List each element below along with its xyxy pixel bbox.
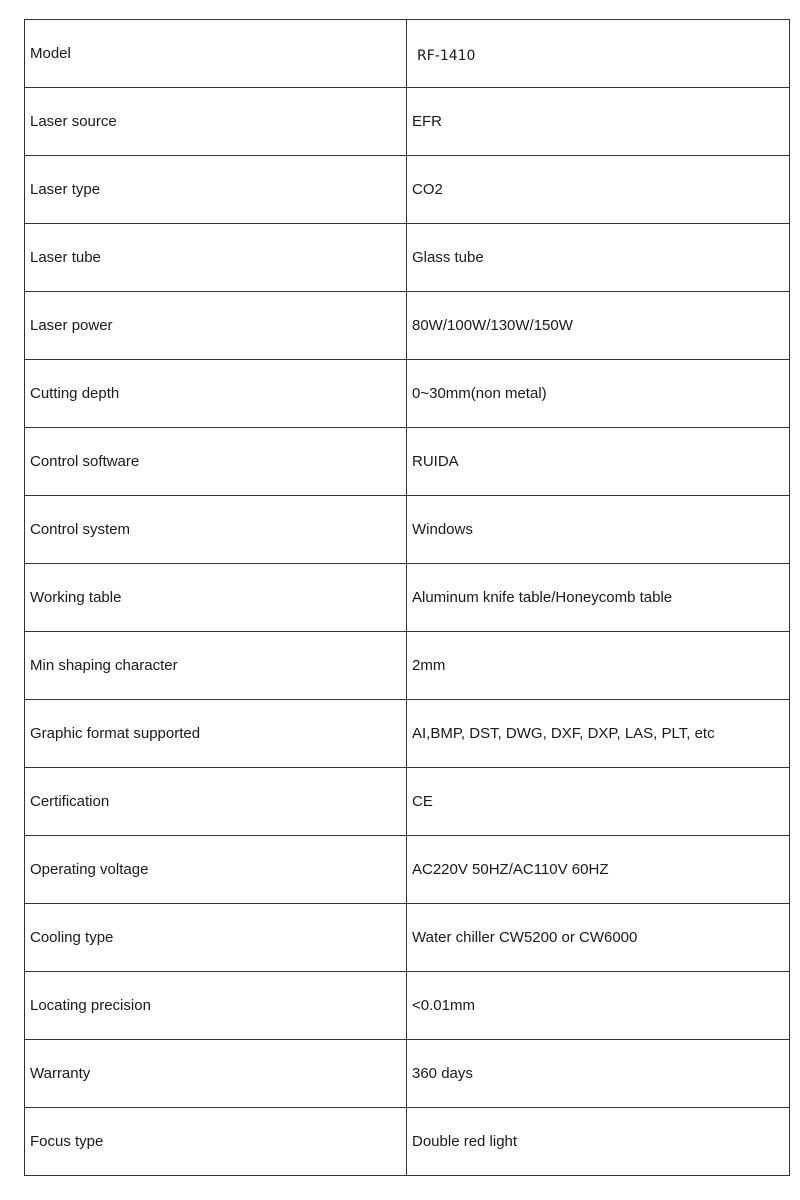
spec-value: Aluminum knife table/Honeycomb table [407, 564, 790, 632]
spec-label: Control system [25, 496, 407, 564]
table-row [25, 1108, 790, 1176]
spec-value: 80W/100W/130W/150W [407, 292, 790, 360]
spec-value: EFR [407, 88, 790, 156]
table-row [25, 1040, 790, 1108]
spec-value: <0.01mm [407, 972, 790, 1040]
table-row [25, 88, 790, 156]
table-row [25, 564, 790, 632]
spec-value: CE [407, 768, 790, 836]
spec-label: Laser tube [25, 224, 407, 292]
spec-label: Control software [25, 428, 407, 496]
spec-value: Glass tube [407, 224, 790, 292]
spec-value: 360 days [407, 1040, 790, 1108]
spec-label: Focus type [25, 1108, 407, 1176]
table-row [25, 632, 790, 700]
spec-label: Laser source [25, 88, 407, 156]
table-row [25, 496, 790, 564]
spec-value: 2mm [407, 632, 790, 700]
spec-value: CO2 [407, 156, 790, 224]
spec-label: Laser type [25, 156, 407, 224]
table-row [25, 156, 790, 224]
spec-label: Graphic format supported [25, 700, 407, 768]
table-row [25, 20, 790, 88]
table-row [25, 700, 790, 768]
spec-label: Locating precision [25, 972, 407, 1040]
spec-label: Warranty [25, 1040, 407, 1108]
table-row [25, 836, 790, 904]
table-row [25, 360, 790, 428]
spec-label: Certification [25, 768, 407, 836]
table-row [25, 224, 790, 292]
table-row [25, 904, 790, 972]
spec-value: Water chiller CW5200 or CW6000 [407, 904, 790, 972]
spec-label: Min shaping character [25, 632, 407, 700]
spec-label: Working table [25, 564, 407, 632]
spec-label: Model [25, 20, 407, 88]
table-row [25, 428, 790, 496]
spec-value: RF-1410 [407, 20, 790, 88]
spec-value: Double red light [407, 1108, 790, 1176]
spec-label: Cooling type [25, 904, 407, 972]
spec-value: Windows [407, 496, 790, 564]
spec-label: Operating voltage [25, 836, 407, 904]
spec-value: 0~30mm(non metal) [407, 360, 790, 428]
table-row [25, 292, 790, 360]
spec-value: AC220V 50HZ/AC110V 60HZ [407, 836, 790, 904]
spec-table [24, 19, 790, 1176]
spec-label: Laser power [25, 292, 407, 360]
table-row [25, 972, 790, 1040]
table-row [25, 768, 790, 836]
spec-label: Cutting depth [25, 360, 407, 428]
spec-value: RUIDA [407, 428, 790, 496]
spec-value: AI,BMP, DST, DWG, DXF, DXP, LAS, PLT, etc [407, 700, 790, 768]
